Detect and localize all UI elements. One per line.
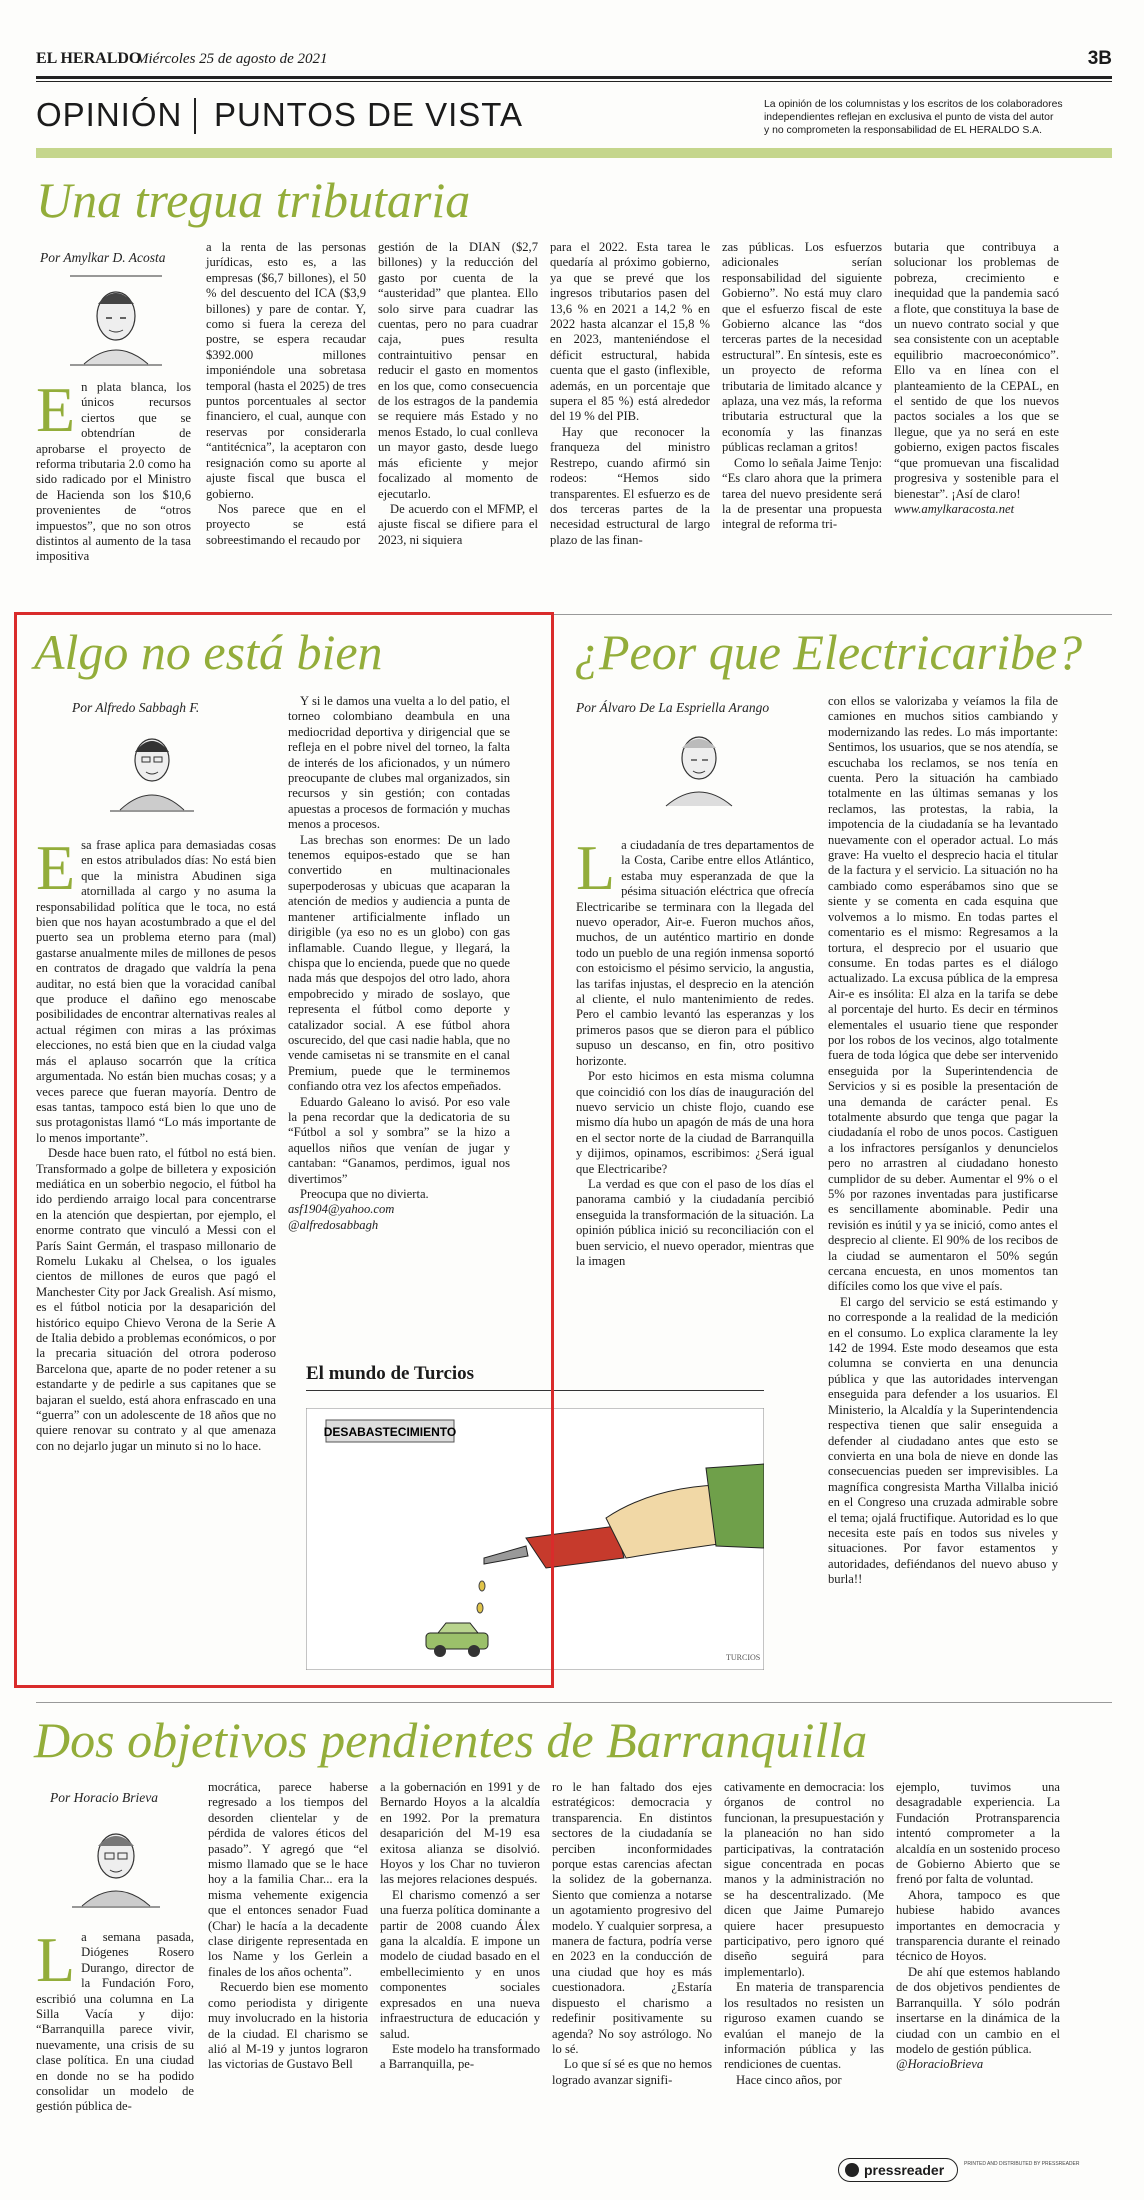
headline-algo-no-esta-bien: Algo no está bien bbox=[34, 624, 383, 680]
tregua-col-4: para el 2022. Esta tarea le quedaría al próximo gobierno, ya que se prevé que los ingresos tributarios pasen del 13,6 % en 2021 a 14,2 % en 2022 hasta alcanzar el 15,8 % en 2023, manteniéndose el déficit estructural, habida cuenta que el gasto (inflexible, además, en un porcentaje que supera el 85 %) está alrededor del 19 % del PIB. Hay que reconocer la franqueza del ministro Restrepo, cuando afirmó sin rodeos: “Hemos sido transparentes. El esfuerzo es de dos terceras partes de la necesidad estructural de largo plazo de las finan- bbox=[550, 240, 710, 547]
highlight-box bbox=[14, 612, 554, 1688]
author-website: www.amylkaracosta.net bbox=[894, 501, 1015, 516]
objetivos-col-1: La semana pasada, Diógenes Rosero Durango, director de la Fundación Foro, escribió una columna en La Silla Vacía y dijo: “Barranquilla parece vivir, nuevamente, una crisis de su clase política. En una ciudad en donde no se ha podido consolidar un modelo de gestión pública de- bbox=[36, 1924, 194, 2114]
byline-brieva: Por Horacio Brieva bbox=[50, 1790, 158, 1805]
objetivos-col-5: cativamente en democracia: los órganos de control no funcionan, la presupuestación y la planeación no han sido participativas, la contratación sigue concentrada en pocas manos y la administración no se ha descentralizado. (Me dicen que Jaime Pumarejo quiere hacer presupuesto participativo, pero ignoro qué diseño seguirá para implementarlo). En materia de transparencia los resultados no resisten un riguroso examen cuando se evalúan el manejo de la información pública y las rendiciones de cuentas. Hace cinco años, por bbox=[724, 1780, 884, 2087]
green-band bbox=[36, 148, 1112, 158]
tregua-col-2: a la renta de las personas jurídicas, esto es, a las empresas ($6,7 billones), el 50 % del descuento del ICA ($3,9 billones) y pare de contar. Y, como si fuera la cereza del postre, se espera recaudar $392.000 millones imponiéndole una sobretasa temporal (hasta el 2025) de tres puntos porcentuales al sector financiero, el cual, aunque con reservas por considerarla “antitécnica”, la aceptaron con resignación como su aporte al ajuste fiscal que busca el gobierno. Nos parece que en el proyecto se está sobreestimando el recaudo por bbox=[206, 240, 366, 547]
dropcap: L bbox=[576, 832, 616, 903]
pressreader-note: PRINTED AND DISTRIBUTED BY PRESSREADER bbox=[964, 2161, 1080, 2167]
disclaimer: La opinión de los columnistas y los escritos de los colaboradores independientes reflejan en exclusiva el punto de vista del autor y no comprometen la responsabilidad de EL HERALDO S.A. bbox=[764, 99, 1063, 136]
author-email: asf1904@yahoo.com bbox=[288, 1202, 395, 1217]
author-portrait-espriella bbox=[656, 720, 742, 808]
electricaribe-col-2: con ellos se valorizaba y veíamos la fila de camiones en muchos sitios cambiando y modernizando las redes. Lo más importante: Sentimos, los usuarios, que se nos atendía, se escuchaba los reclamos, se nos tenía en cuenta. Pero la situación ha cambiado totalmente en las últimas semanas y los reclamos, las protestas, la rabia, la impotencia de la ciudadanía se ha levantado nuevamente con el operador actual. Lo más grave: Ha vuelto el desprecio hacia el titular de la factura y el servicio. La situación no ha cambiado como esperábamos sino que se siente y se comenta en cada esquina que volvemos a lo mismo. En todas partes el comentario es el mismo: Regresamos a la tortura, el desprecio por el usuario que consume. En todas partes es el diálogo actualizado. La excusa pública de la empresa Air-e es insólita: El alza en la tarifa se debe al porcentaje del hurto. Es decir en términos elementales el usuario tiene que responder por los robos de los vecinos, algo totalmente fuera de toda lógica que debe ser intervenido enseguida por la Superintendencia de Servicios y si es posible la presentación de una demanda de carácter penal. Es totalmente absurdo que tenga que pagar la ciudadanía el robo de unos pocos. Castiguen a los infractores persíganlos y denuncielos pero no arrastren al ciudadano honesto cumplidor de su deber. Aumentar el 9% o el 5% por razones inventadas para justificarse es sencillamente abominable. Pedir una revisión es inútil y ya se inició, como antes el desprecio al cliente. El 90% de los recibos de la ciudad se aumentaron el 50% según cercana encuesta, en unos momentos tan difíciles como los que vive el país. El cargo del servicio se está estimando y no corresponde a la realidad de la medición en el consumo. Lo explica claramente la ley 142 de 1994. Este modo deseamos que esta columna se convierta en una denuncia pública y que las autoridades intervengan enseguida para defender a los usuarios. El Ministerio, la Alcaldía y la Superintendencia respectiva tienen que salir enseguida a defender al ciudadano antes que esto se convierta en una bola de nieve en donde las consecuencias pueden ser imprevisibles. La magnífica congresista Martha Villalba inició en el Congreso una cruzada admirable sobre el tema; ojalá fructifique. Autoridad es lo que necesita este país en todos sus niveles y situaciones. Por favor estamentos y autoridades, defiéndanos del nuevo abuso y burla!! bbox=[828, 694, 1058, 1587]
sleeve bbox=[706, 1464, 764, 1548]
cartoon-section-title: El mundo de Turcios bbox=[306, 1363, 475, 1384]
byline-espriella: Por Álvaro De La Espriella Arango bbox=[576, 700, 770, 715]
algo-col-2: Y si le damos una vuelta a lo del patio, el torneo colombiano deambula en una mediocridad deportiva y dirigencial que se refleja en el pobre nivel del torneo, la falta de interés de los aficionados, y un número preocupante de clubes mal organizados, sin recursos y sin gestión; con contadas apuestas a procesos de formación y muchas menos a procesos. Las brechas son enormes: De un lado tenemos equipos-estado que se han convertido en multinacionales superpoderosas y ubicuas que acaparan la atención de medios y audiencia a punta de mantener artificialmente inflado un dirigible (ya eso no es un globo) con gas inflamable. Cuando llegue, y llegará, la chispa que lo encienda, puede que no quede nada más que despojos del otro lado, ahora empobrecido y mirado de soslayo, que representa el fútbol como deporte y catalizador social. A ese fútbol ahora oscurecido, del que casi nadie habla, que no vende camisetas ni se transmite en el canal Premium, puede que le terminemos confiando otra vez los afectos empeñados. Eduardo Galeano lo avisó. Por eso vale la pena recordar que la dedicatoria de su “Fútbol a sol y sombra” se la hizo a aquellos niños que venían de jugar y cantaban: “Ganamos, perdimos, igual nos divertimos” Preocupa que no divierta. asf1904@yahoo.com @alfredosabbagh bbox=[288, 694, 510, 1232]
tregua-col-6: butaria que contribuya a solucionar los problemas de pobreza, crecimiento e inequidad que la pandemia sacó a flote, que constituya la base de un nuevo contrato social y que sea consistente con un aceptable equilibrio macroeconómico”. Ello va en línea con el planteamiento de la CEPAL, en el sentido de que los nuevos pactos sociales a los que se llegue, que ya no será en este gobierno, exigen pactos fiscales “que promuevan una fiscalidad progresiva y sostenible para el bienestar”. ¡Así de claro! www.amylkaracosta.net bbox=[894, 240, 1059, 516]
section-subtitle: PUNTOS DE VISTA bbox=[214, 96, 524, 133]
headline-peor-que-electricaribe: ¿Peor que Electricaribe? bbox=[574, 624, 1083, 680]
author-handle: @alfredosabbagh bbox=[288, 1217, 379, 1232]
dropcap: L bbox=[36, 1924, 76, 1995]
section-header bbox=[36, 92, 1112, 142]
objetivos-col-2: mocrática, parece haberse regresado a los tiempos del desorden clientelar y de pérdida de valores éticos del pasado”. Y agregó que “el mismo llamado que se le hace hoy a la familia Char... era la misma vehemente exigencia que el entonces senador Fuad (Char) le hacía a la decadente clase dirigente representada en los Name y los Gerlein a finales de los años ochenta”. Recuerdo bien ese momento como periodista y dirigente muy involucrado en la historia de la ciudad. El charismo se alió al M-19 y juntos lograron las victorias de Gustavo Bell bbox=[208, 1780, 368, 2072]
objetivos-col-3: a la gobernación en 1991 y de Bernardo Hoyos a la alcaldía en 1992. Por la prematura desaparición del M-19 esa exitosa alianza se disolvió. Hoyos y los Char no tuvieron las mejores relaciones después. El charismo comenzó a ser una fuerza política dominante a partir de 2008 cuando Álex gana la alcaldía. E impone un modelo de ciudad basado en el embellecimiento y en unos componentes sociales expresados en una nueva infraestructura de educación y salud. Este modelo ha transformado a Barranquilla, pe- bbox=[380, 1780, 540, 2072]
objetivos-col-6: ejemplo, tuvimos una desagradable experiencia. La Fundación Protransparencia intentó comprometer a la alcaldía en un sostenido proceso de Gobierno Abierto que se frenó por falta de voluntad. Ahora, tampoco es que hubiese habido avances importantes en democracia y transparencia durante el reinado técnico de Hoyos. De ahí que estemos hablando de dos objetivos pendientes de Barranquilla. Y sólo podrán insertarse en la dinámica de la ciudad con un cambio en el modelo de gestión pública. @HoracioBrieva bbox=[896, 1780, 1060, 2072]
dropcap: E bbox=[36, 832, 76, 903]
headline-tregua: Una tregua tributaria bbox=[36, 172, 471, 228]
cartoonist-signature: TURCIOS bbox=[726, 1653, 761, 1662]
tregua-col-3: gestión de la DIAN ($2,7 billones) y la reducción del gasto por cuenta de la “austeridad” que plantea. Ello solo sirve para cuadrar las cuentas, pero no para cuadrar caja, pues resulta contraintuitivo pensar en reducir el gasto en momentos en los que, como consecuencia de los estragos de la pandemia se requiere más Estado y no menos Estado, lo cual conlleva un mayor gasto, desde luego más eficiente y mejor focalizado al momento de ejecutarlo. De acuerdo con el MFMP, el ajuste fiscal se difiere para el 2023, ni siquiera bbox=[378, 240, 538, 547]
author-portrait-acosta bbox=[66, 274, 166, 366]
masthead-rule-thin bbox=[36, 81, 1112, 82]
masthead-rule bbox=[36, 76, 1112, 79]
headline-dos-objetivos: Dos objetivos pendientes de Barranquilla bbox=[34, 1712, 868, 1768]
dropcap: E bbox=[36, 374, 76, 445]
cartoon-label: DESABASTECIMIENTO bbox=[323, 1425, 457, 1439]
page-number: 3B bbox=[1087, 48, 1112, 69]
issue-date: Miércoles 25 de agosto de 2021 bbox=[136, 51, 328, 67]
pressreader-logo bbox=[838, 2158, 958, 2182]
algo-col-1: Esa frase aplica para demasiadas cosas en estos atribulados días: No está bien que la ministra Abudinen siga atornillada al cargo y no asuma la responsabilidad política que le toca, no está bien que nos hayan acostumbrado a que el del puerto sea un problema eterno para (mal) gastarse anualmente miles de millones de pesos en contratos de dragado que valdría la pena auditar, no está bien que la voracidad caníbal que produce el dañino ego menoscabe posibilidades de encontrar alternativas reales al actual régimen con miras a las próximas elecciones, no está bien que en la ciudad valga más el aplauso socarrón que la crítica argumentada. No están bien muchas cosas; y a veces parece que fueran mayoría. Dentro de esas tantas, tampoco está bien lo que uno de sus protagonistas llamó “Lo más importante de lo menos importante”. Desde hace buen rato, el fútbol no está bien. Transformado a golpe de billetera y exposición mediática en un soberbio negocio, el fútbol ha ido perdiendo arraigo local para concentrarse en la atención que despiertan, por ejemplo, el enorme contrato que vinculó a Messi con el París Saint Germán, el traspaso millonario de Romelu Lukaku al Chelsea, o los iguales cientos de millones de euros que pagó el Manchester City por Jack Grealish. Así mismo, es el fútbol noticia por la desaparición del histórico equipo Chievo Verona de la Serie A de Italia debido a problemas económicos, o por la precaria situación del otrora poderoso Barcelona que, aparte de no poder retener a su estandarte y de pedirle a sus capitanes que se bajaran el sueldo, está ahora enfrascado en una “guerra” con un adolescente de 18 años que no quiere renovar su contrato y al que amenaza con no dejarlo jugar un minuto si no lo hace. bbox=[36, 832, 276, 1453]
author-portrait-brieva bbox=[72, 1814, 160, 1908]
paper-name: EL HERALDO bbox=[36, 50, 142, 67]
electricaribe-col-1: La ciudadanía de tres departamentos de la Costa, Caribe entre ellos Atlántico, estaba muy esperanzada de que la pésima situación eléctrica que ofrecía Electricaribe se terminara con la llegada del nuevo operador, Air-e. Fueron muchos años, muchos, de un auténtico martirio en donde todo un pueblo de una región inmensa soportó con estoicismo el pésimo servicio, la angustia, las tarifas injustas, el desprecio en la atención al cliente, el nulo mantenimiento de redes. Pero el cambio levantó las esperanzas y los primeros pasos que se dieron para el público supuso un descanso, en fin, otro positivo horizonte. Por esto hicimos en esta misma columna que coincidió con los días de inauguración del nuevo servicio un chiste flojo, cuando ese mismo día hubo un apagón de más de una hora en el sector norte de la ciudad de Barranquilla y dijimos, opinamos, escribimos: ¿Será igual que Electricaribe? La verdad es que con el paso de los días el panorama cambió y la ciudadanía percibió enseguida la transformación de la situación. La opinión pública inició su reconciliación con el buen servicio, el nuevo operador, mientras que la imagen bbox=[576, 832, 814, 1268]
tregua-col-1: En plata blanca, los únicos recursos ciertos que se obtendrían de aprobarse el proyecto de reforma tributaria 2.0 como ha sido radicado por el Ministro de Hacienda son los $10,6 provenientes de “otros impuestos”, que no son otros distintos al aumento de la tasa impositiva bbox=[36, 374, 191, 564]
author-handle: @HoracioBrieva bbox=[896, 2057, 984, 2072]
section-title: OPINIÓN bbox=[36, 96, 183, 133]
byline-sabbagh: Por Alfredo Sabbagh F. bbox=[72, 700, 200, 715]
objetivos-col-4: ro le han faltado dos ejes estratégicos: democracia y transparencia. En distintos sectores de la ciudadanía se perciben inconformidades porque estas carencias afectan la solidez de la gobernanza. Siento que comienza a notarse un agotamiento progresivo del modelo. Y cualquier sorpresa, a manera de factura, podría verse en 2023 en la conducción de una ciudad que hoy es más cuestionadora. ¿Estaría dispuesto el charismo a redefinir positivamente su agenda? No soy astrólogo. No lo sé. Lo que sí sé es que no hemos logrado avanzar signifi- bbox=[552, 1780, 712, 2087]
masthead bbox=[36, 44, 1112, 74]
pressreader-icon bbox=[845, 2163, 859, 2177]
byline-acosta: Por Amylkar D. Acosta bbox=[40, 250, 166, 265]
pressreader-wordmark: pressreader bbox=[864, 2162, 945, 2178]
tregua-col-5: zas públicas. Los esfuerzos adicionales serían responsabilidad del siguiente Gobierno”. No está muy claro que el esfuerzo fiscal de este Gobierno alcance las “dos terceras partes de la necesidad estructural”. En síntesis, este es un proyecto de reforma tributaria de limitado alcance y aplaza, una vez más, la reforma tributaria estructural que la economía y las finanzas públicas reclaman a gritos! Como lo señala Jaime Tenjo: “Es claro ahora que la primera tarea del nuevo presidente será la de presentar una propuesta integral de reforma tri- bbox=[722, 240, 882, 532]
section-divider bbox=[194, 98, 196, 134]
section-rule-2 bbox=[36, 1702, 1112, 1703]
